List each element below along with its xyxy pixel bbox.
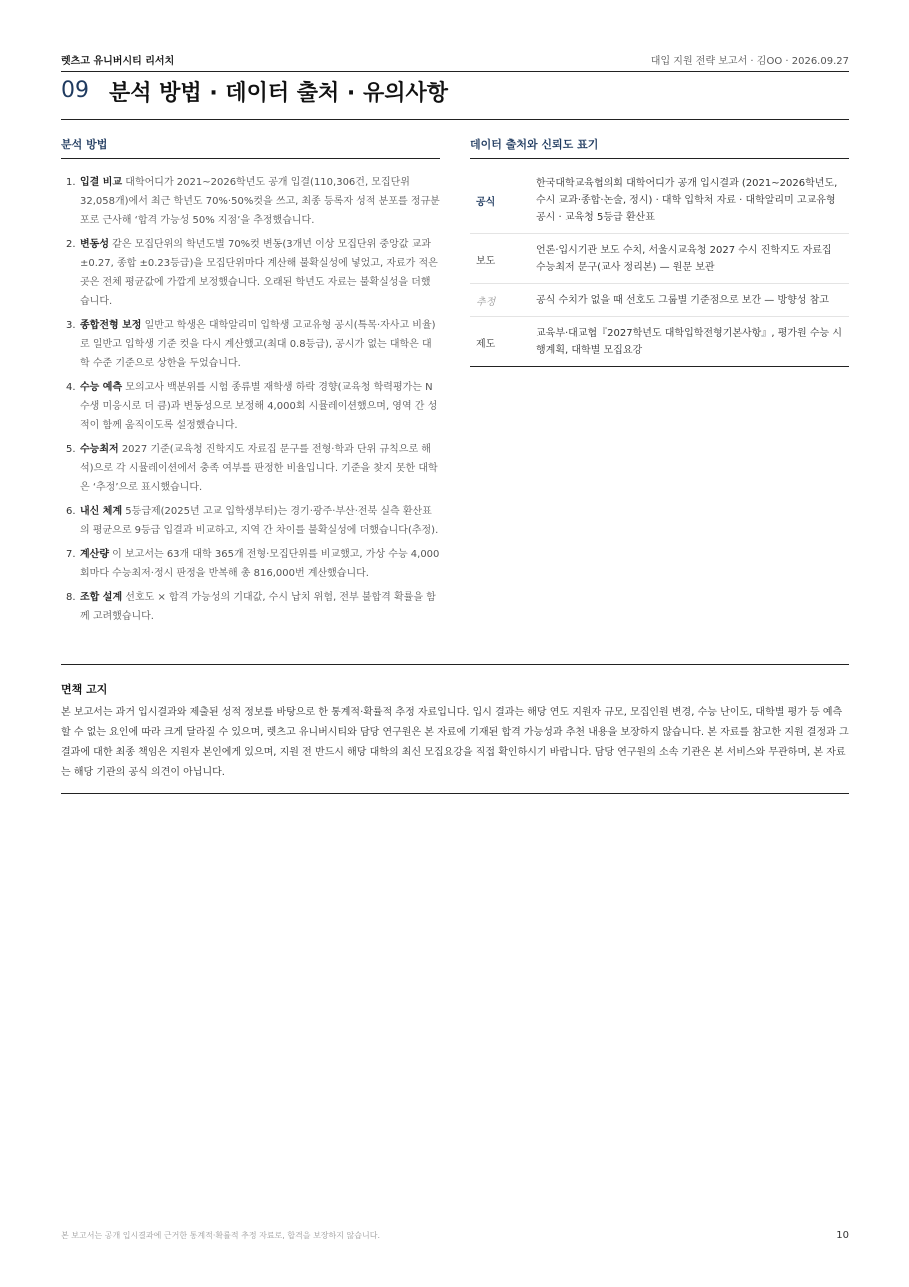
methods-heading: 분석 방법 [61, 136, 440, 159]
source-row [470, 167, 849, 234]
method-item [61, 588, 440, 626]
disclaimer-title: 면책 고지 [61, 683, 108, 696]
method-term: 수능 예측 [80, 382, 123, 393]
source-description: 공식 수치가 없을 때 선호도 그룹별 기준점으로 보간 — 방향성 참고 [536, 295, 829, 306]
source-row [470, 234, 849, 284]
source-label: 보도 [476, 255, 496, 267]
source-label: 추정 [476, 297, 496, 308]
sources-heading: 데이터 출처와 신뢰도 표기 [470, 136, 849, 159]
source-description: 언론·입시기관 보도 수치, 서울시교육청 2027 수시 진학지도 자료집 수능최저 문구(교사 정리본) — 원문 보관 [536, 245, 832, 273]
methods-column [61, 136, 440, 631]
report-meta: 대입 지원 전략 보고서 · 김OO · 2026.09.27 [650, 56, 849, 67]
method-text: 일반고 학생은 대학알리미 입학생 고교유형 공시(특목·자사고 비율)로 일반고 입학생 기준 컷을 다시 계산했고(최대 0.8등급), 공시가 없는 대학은 대학 수준 기준으로 상한을 두었습니다. [80, 320, 436, 369]
source-description: 교육부·대교협『2027학년도 대학입학전형기본사항』, 평가원 수능 시행계획, 대학별 모집요강 [536, 328, 843, 356]
source-description: 한국대학교육협의회 대학어디가 공개 입시결과 (2021~2026학년도, 수시 교과·종합·논술, 정시) · 대학 입학처 자료 · 대학알리미 고교유형 공시 · 교육청 5등급 환산표 [536, 178, 838, 223]
method-text: 2027 기준(교육청 진학지도 자료집 문구를 전형·학과 단위 규칙으로 해석)으로 각 시뮬레이션에서 충족 여부를 판정한 비율입니다. 기준을 찾지 못한 대학은 ‘추정’으로 표시했습니다. [80, 444, 438, 493]
source-row [470, 284, 849, 317]
page-header [61, 52, 849, 72]
method-item [61, 502, 440, 540]
method-text: 모의고사 백분위를 시험 종류별 재학생 하락 경향(교육청 학력평가는 N수생 미응시로 더 큼)과 변동성으로 보정해 4,000회 시뮬레이션했으며, 영역 간 성적이 함께 움직이도록 설정했습니다. [80, 382, 438, 431]
method-term: 입결 비교 [80, 177, 123, 188]
method-number: 4. [66, 382, 76, 393]
footer-note: 본 보고서는 공개 입시결과에 근거한 통계적·확률적 추정 자료로, 합격을 보장하지 않습니다. [61, 1231, 380, 1240]
source-label: 제도 [476, 338, 496, 350]
method-text: 선호도 × 합격 가능성의 기대값, 수시 납치 위험, 전부 불합격 확률을 함께 고려했습니다. [80, 592, 436, 622]
method-item [61, 316, 440, 373]
brand-name: 렛츠고 유니버시티 리서치 [61, 56, 175, 67]
method-number: 8. [66, 592, 76, 603]
method-text: 이 보고서는 63개 대학 365개 전형·모집단위를 비교했고, 가상 수능 4,000회마다 수능최저·정시 판정을 반복해 총 816,000번 계산했습니다. [80, 549, 440, 579]
method-text: 대학어디가 2021~2026학년도 공개 입결(110,306건, 모집단위 32,058개)에서 최근 학년도 70%·50%컷을 쓰고, 최종 등록자 성적 분포를 정규분포로 근사해 ‘합격 가능성 50% 지점’을 추정했습니다. [80, 177, 440, 226]
method-term: 조합 설계 [80, 592, 123, 603]
method-number: 6. [66, 506, 76, 517]
methods-list [61, 173, 440, 626]
section-title-row [61, 76, 849, 120]
method-term: 수능최저 [80, 444, 119, 455]
method-term: 계산량 [80, 549, 109, 560]
method-text: 같은 모집단위의 학년도별 70%컷 변동(3개년 이상 모집단위 중앙값 교과 ±0.27, 종합 ±0.23등급)을 모집단위마다 계산해 불확실성에 넣었고, 자료가 적은 곳은 전체 평균값에 가깝게 보정했습니다. 오래된 학년도 자료는 불확실성을 더했습니다. [80, 239, 438, 307]
method-item [61, 545, 440, 583]
method-number: 7. [66, 549, 76, 560]
method-term: 변동성 [80, 239, 109, 250]
method-number: 3. [66, 320, 76, 331]
method-item [61, 378, 440, 435]
method-number: 5. [66, 444, 76, 455]
source-row [470, 317, 849, 366]
method-number: 1. [66, 177, 76, 188]
disclaimer-body: 본 보고서는 과거 입시결과와 제출된 성적 정보를 바탕으로 한 통계적·확률적 추정 자료입니다. 입시 결과는 해당 연도 지원자 규모, 모집인원 변경, 수능 난이도, 대학별 평가 등 예측할 수 없는 요인에 따라 크게 달라질 수 있으며, 렛츠고 유니버시티와 담당 연구원은 본 자료에 기재된 합격 가능성과 추천 내용을 보장하지 않습니다. 본 자료를 참고한 지원 결정과 그 결과에 대한 최종 책임은 지원자 본인에게 있으며, 지원 전 반드시 해당 대학의 최신 모집요강을 직접 확인하시기 바랍니다. 담당 연구원의 소속 기관은 본 서비스와 무관하며, 본 자료는 해당 기관의 공식 의견이 아닙니다. [61, 707, 849, 778]
page-number: 10 [836, 1230, 849, 1241]
sources-table [470, 167, 849, 367]
section-title: 분석 방법 · 데이터 출처 · 유의사항 [109, 81, 448, 106]
sources-column [470, 136, 849, 367]
method-term: 종합전형 보정 [80, 320, 142, 331]
method-item [61, 440, 440, 497]
method-item [61, 173, 440, 230]
method-text: 5등급제(2025년 고교 입학생부터)는 경기·광주·부산·전북 실측 환산표의 평균으로 9등급 입결과 비교하고, 지역 간 차이를 불확실성에 더했습니다(추정). [80, 506, 439, 536]
disclaimer-box [61, 664, 849, 794]
method-number: 2. [66, 239, 76, 250]
section-number: 09 [61, 78, 89, 103]
method-term: 내신 체계 [80, 506, 123, 517]
method-item [61, 235, 440, 311]
source-label: 공식 [476, 197, 496, 208]
